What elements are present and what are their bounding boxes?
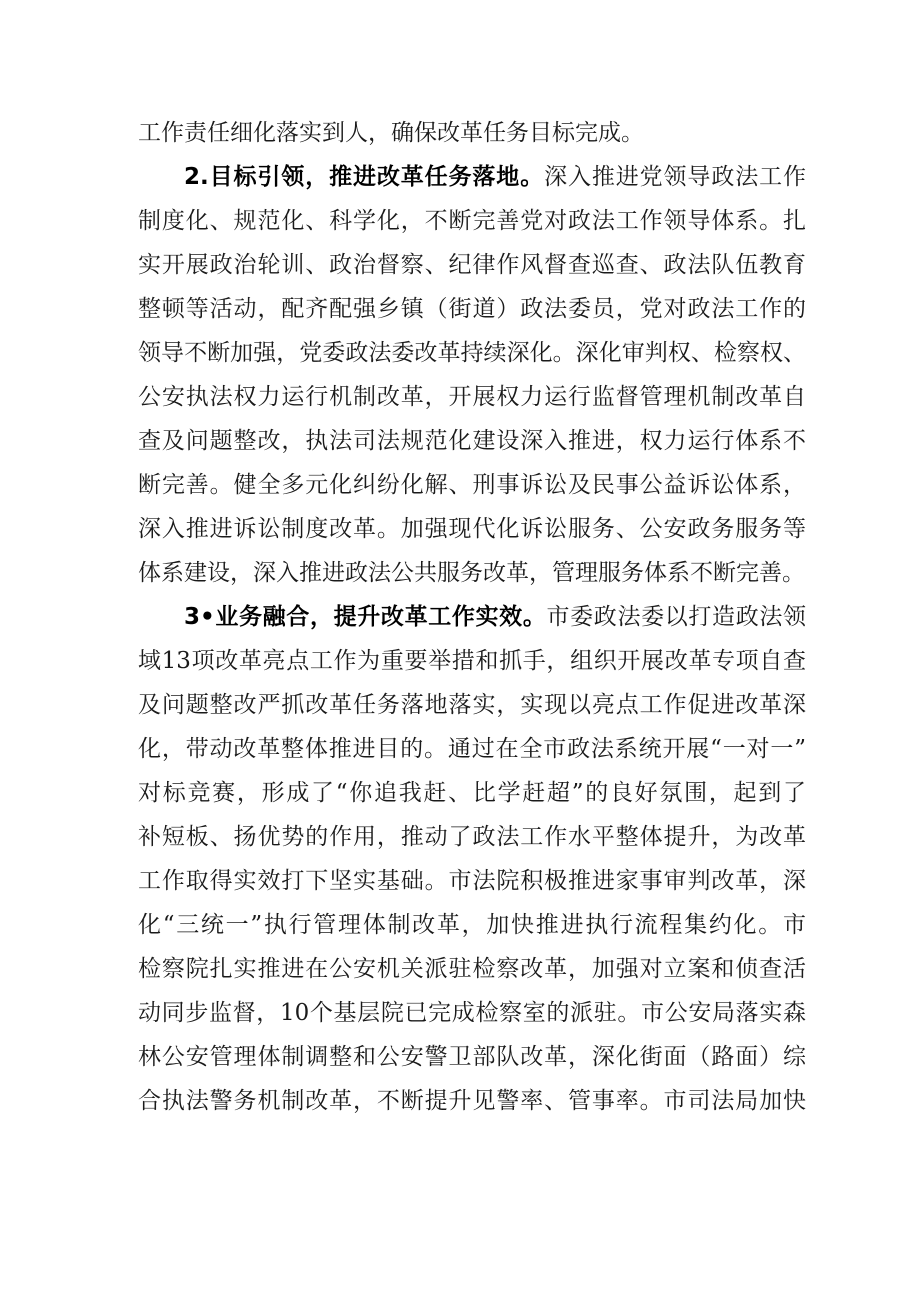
text-line: 林公安管理体制调整和公安警卫部队改革，深化街面（路面）综 (138, 1044, 806, 1070)
text-line: 查及问题整改，执法司法规范化建设深入推进，权力运行体系不 (138, 428, 806, 454)
text-line: 公安执法权力运行机制改革，开展权力运行监督管理机制改革自 (138, 384, 806, 410)
text-line: 检察院扎实推进在公安机关派驻检察改革，加强对立案和侦查活 (138, 956, 806, 982)
text-line: 断完善。健全多元化纠纷化解、刑事诉讼及民事公益诉讼体系， (138, 472, 806, 498)
text-line: 深入推进诉讼制度改革。加强现代化诉讼服务、公安政务服务等 (138, 516, 806, 542)
section-2-first-line (138, 155, 806, 199)
text-line: 化，带动改革整体推进目的。通过在全市政法系统开展“一对一” (138, 736, 806, 762)
text-line: 及问题整改严抓改革任务落地落实，实现以亮点工作促进改革深 (138, 692, 806, 718)
text-line: 实开展政治轮训、政治督察、纪律作风督查巡查、政法队伍教育 (138, 252, 806, 278)
text-line: 工作责任细化落实到人，确保改革任务目标完成。 (138, 120, 644, 146)
text-line: 工作取得实效打下坚实基础。市法院积极推进家事审判改革，深 (138, 868, 806, 894)
text-line: 域13项改革亮点工作为重要举措和抓手，组织开展改革专项自查 (138, 648, 806, 674)
section-3-first-line (138, 595, 806, 639)
text-line: 对标竞赛，形成了“你追我赶、比学赶超”的良好氛围，起到了 (138, 780, 806, 806)
section-2-heading: 2.目标引领，推进改革任务落地。 (184, 164, 545, 190)
text-line: 市委政法委以打造政法领 (546, 604, 806, 630)
text-line: 领导不断加强，党委政法委改革持续深化。深化审判权、检察权、 (138, 340, 806, 366)
text-line: 制度化、规范化、科学化，不断完善党对政法工作领导体系。扎 (138, 208, 806, 234)
document-body (138, 111, 806, 1123)
text-line: 合执法警务机制改革，不断提升见警率、管事率。市司法局加快 (138, 1088, 806, 1114)
text-line: 深入推进党领导政法工作 (544, 164, 806, 190)
text-line: 动同步监督，10个基层院已完成检察室的派驻。市公安局落实森 (138, 1000, 806, 1026)
text-line: 化“三统一”执行管理体制改革，加快推进执行流程集约化。市 (138, 912, 806, 938)
section-3-heading: 3•业务融合，提升改革工作实效。 (184, 604, 547, 630)
text-line: 补短板、扬优势的作用，推动了政法工作水平整体提升，为改革 (138, 824, 806, 850)
text-line: 体系建设，深入推进政法公共服务改革，管理服务体系不断完善。 (138, 560, 805, 586)
text-line: 整顿等活动，配齐配强乡镇（街道）政法委员，党对政法工作的 (138, 296, 806, 322)
